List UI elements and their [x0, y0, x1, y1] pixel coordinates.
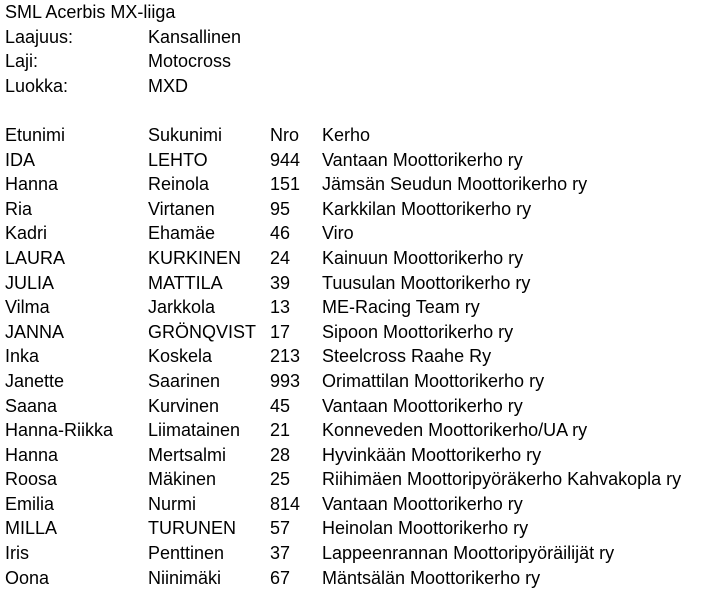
- cell-last-name: Mertsalmi: [148, 444, 227, 465]
- cell-number: 151: [270, 174, 301, 195]
- table-row: [5, 369, 710, 394]
- cell-first-name: JULIA: [5, 272, 55, 293]
- cell-number: 45: [270, 395, 291, 416]
- table-row: [5, 344, 710, 369]
- meta-row-class: [5, 74, 710, 99]
- cell-first-name: Kadri: [5, 223, 48, 244]
- cell-number: 24: [270, 247, 291, 268]
- cell-last-name: LEHTO: [148, 149, 208, 170]
- cell-number: 28: [270, 444, 291, 465]
- cell-last-name: Virtanen: [148, 198, 215, 219]
- cell-club: Hyvinkään Moottorikerho ry: [322, 444, 542, 465]
- cell-number: 13: [270, 297, 291, 318]
- cell-last-name: Kurvinen: [148, 395, 220, 416]
- cell-number: 46: [270, 223, 291, 244]
- cell-club: Kainuun Moottorikerho ry: [322, 247, 524, 268]
- cell-last-name: KURKINEN: [148, 247, 242, 268]
- cell-first-name: IDA: [5, 149, 36, 170]
- cell-last-name: Nurmi: [148, 493, 196, 514]
- cell-last-name: Mäkinen: [148, 469, 217, 490]
- cell-last-name: TURUNEN: [148, 518, 236, 539]
- cell-last-name: Reinola: [148, 174, 210, 195]
- cell-last-name: Saarinen: [148, 370, 221, 391]
- document-title: [5, 0, 710, 25]
- cell-number: 213: [270, 346, 301, 367]
- meta-label: Laajuus:: [5, 26, 74, 47]
- cell-last-name: Niinimäki: [148, 567, 222, 588]
- header-last-name: Sukunimi: [148, 124, 223, 145]
- cell-first-name: Inka: [5, 346, 40, 367]
- cell-club: Vantaan Moottorikerho ry: [322, 493, 523, 514]
- cell-number: 67: [270, 567, 291, 588]
- title-text: SML Acerbis MX-liiga: [5, 2, 176, 22]
- cell-club: Lappeenrannan Moottoripyöräilijät ry: [322, 543, 615, 564]
- spacer: [5, 98, 710, 123]
- cell-club: ME-Racing Team ry: [322, 297, 480, 318]
- cell-first-name: Janette: [5, 370, 65, 391]
- cell-number: 993: [270, 370, 301, 391]
- table-row: [5, 148, 710, 173]
- cell-club: Vantaan Moottorikerho ry: [322, 395, 523, 416]
- table-row: [5, 394, 710, 419]
- cell-club: Riihimäen Moottoripyöräkerho Kahvakopla ry: [322, 469, 682, 490]
- cell-club: Sipoon Moottorikerho ry: [322, 321, 514, 342]
- cell-first-name: MILLA: [5, 518, 58, 539]
- cell-first-name: Hanna: [5, 444, 59, 465]
- cell-club: Viro: [322, 223, 354, 244]
- cell-club: Vantaan Moottorikerho ry: [322, 149, 523, 170]
- cell-club: Orimattilan Moottorikerho ry: [322, 370, 545, 391]
- table-row: [5, 197, 710, 222]
- table-row: [5, 541, 710, 566]
- cell-first-name: JANNA: [5, 321, 65, 342]
- table-row: [5, 566, 710, 590]
- table-body: [5, 148, 710, 590]
- cell-first-name: Iris: [5, 543, 29, 564]
- table-row: [5, 443, 710, 468]
- header-club: Kerho: [322, 124, 371, 145]
- cell-number: 814: [270, 493, 301, 514]
- cell-last-name: GRÖNQVIST: [148, 321, 257, 342]
- cell-first-name: Emilia: [5, 493, 55, 514]
- table-row: [5, 295, 710, 320]
- cell-first-name: Hanna: [5, 174, 59, 195]
- cell-last-name: Liimatainen: [148, 420, 241, 441]
- meta-value: Kansallinen: [148, 26, 242, 47]
- cell-club: Karkkilan Moottorikerho ry: [322, 198, 532, 219]
- cell-first-name: Oona: [5, 567, 50, 588]
- cell-number: 25: [270, 469, 291, 490]
- cell-number: 37: [270, 543, 291, 564]
- cell-number: 21: [270, 420, 291, 441]
- table-row: [5, 492, 710, 517]
- table-row: [5, 271, 710, 296]
- cell-club: Heinolan Moottorikerho ry: [322, 518, 529, 539]
- cell-club: Tuusulan Moottorikerho ry: [322, 272, 531, 293]
- table-row: [5, 467, 710, 492]
- header-first-name: Etunimi: [5, 124, 66, 145]
- cell-club: Steelcross Raahe Ry: [322, 346, 492, 367]
- table-row: [5, 516, 710, 541]
- cell-number: 944: [270, 149, 301, 170]
- cell-first-name: Hanna-Riikka: [5, 420, 114, 441]
- meta-row-scope: [5, 25, 710, 50]
- meta-label: Laji:: [5, 51, 39, 72]
- meta-label: Luokka:: [5, 75, 69, 96]
- cell-last-name: Jarkkola: [148, 297, 216, 318]
- cell-last-name: MATTILA: [148, 272, 223, 293]
- meta-value: Motocross: [148, 51, 232, 72]
- cell-first-name: Roosa: [5, 469, 58, 490]
- cell-club: Konneveden Moottorikerho/UA ry: [322, 420, 588, 441]
- table-row: [5, 172, 710, 197]
- cell-number: 17: [270, 321, 291, 342]
- cell-last-name: Ehamäe: [148, 223, 216, 244]
- table-row: [5, 320, 710, 345]
- cell-first-name: Ria: [5, 198, 33, 219]
- header-number: Nro: [270, 124, 300, 145]
- cell-club: Mäntsälän Moottorikerho ry: [322, 567, 541, 588]
- table-row: [5, 418, 710, 443]
- cell-number: 39: [270, 272, 291, 293]
- document: [5, 0, 710, 590]
- meta-value: MXD: [148, 75, 188, 96]
- cell-first-name: LAURA: [5, 247, 66, 268]
- cell-last-name: Penttinen: [148, 543, 225, 564]
- cell-number: 95: [270, 198, 291, 219]
- table-row: [5, 246, 710, 271]
- cell-club: Jämsän Seudun Moottorikerho ry: [322, 174, 588, 195]
- meta-row-sport: [5, 49, 710, 74]
- table-row: [5, 221, 710, 246]
- cell-first-name: Saana: [5, 395, 58, 416]
- cell-first-name: Vilma: [5, 297, 50, 318]
- table-header: [5, 123, 710, 148]
- cell-last-name: Koskela: [148, 346, 213, 367]
- cell-number: 57: [270, 518, 291, 539]
